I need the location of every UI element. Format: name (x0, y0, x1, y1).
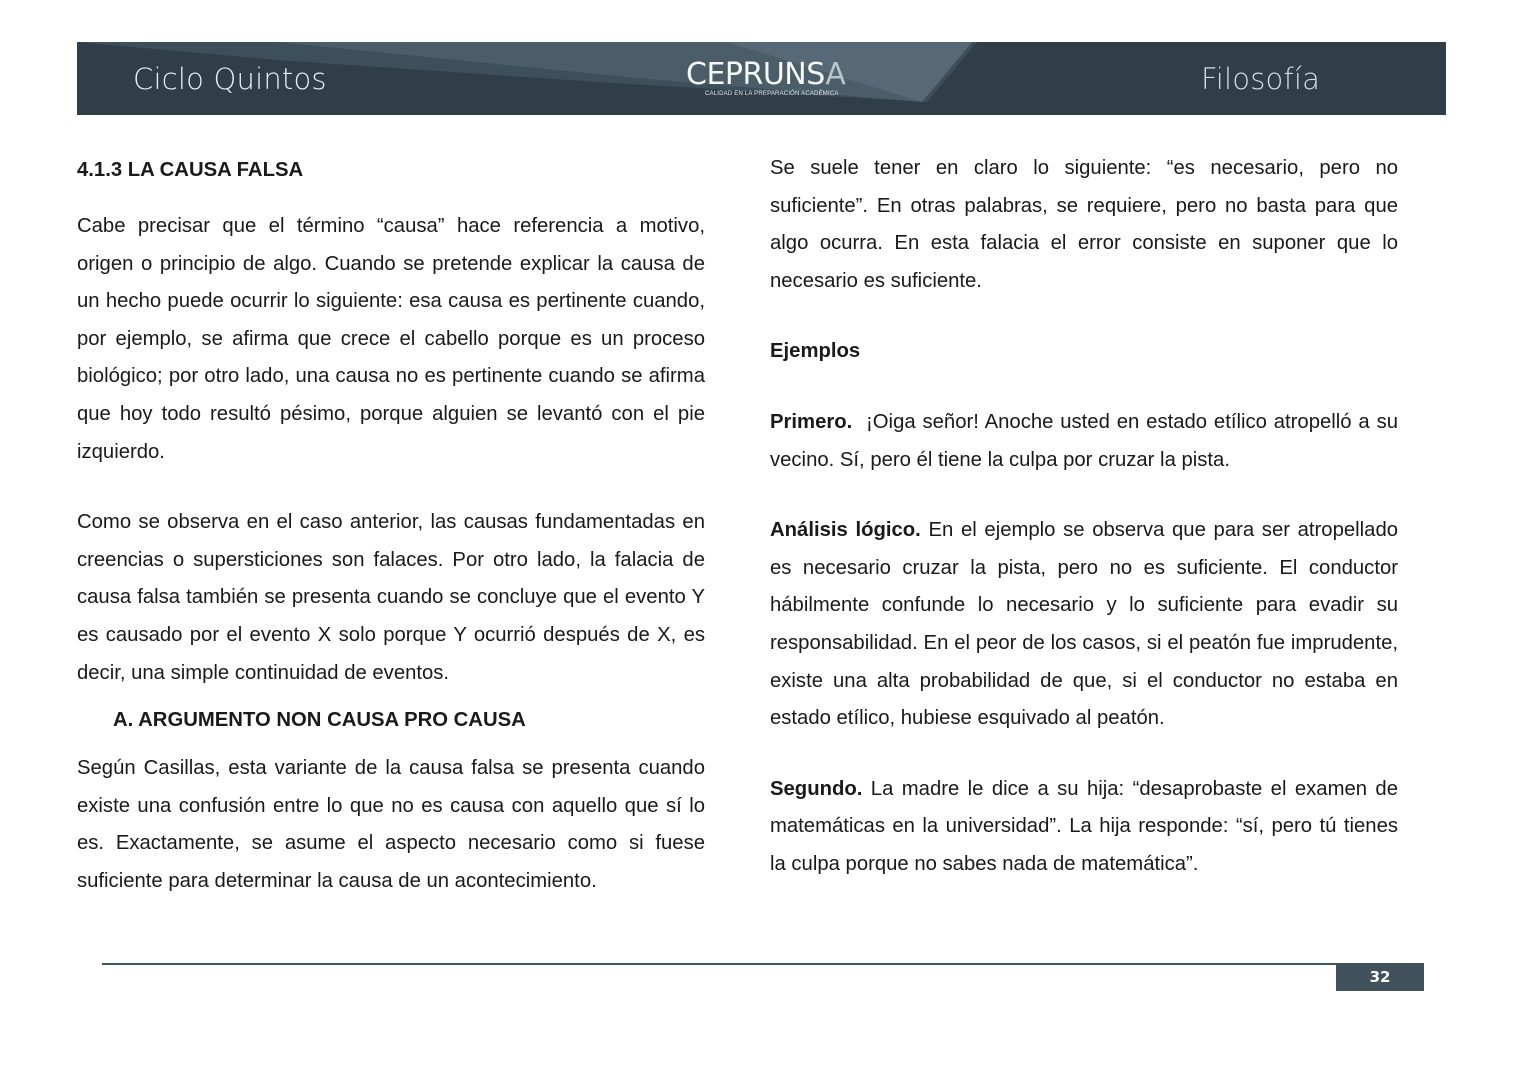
paragraph-necessary-vs-sufficient: Se suele tener en claro lo siguiente: “es necesario, pero no suficiente”. En otras palabras, se requiere, pero no basta para que algo ocurra. En esta falacia el error consiste en suponer que lo necesario es suficiente. (770, 157, 1398, 292)
page-number-badge: 32 (1336, 963, 1424, 991)
logo-wordmark-main: CEPRUNS (686, 57, 826, 92)
example-first-label: Primero. (770, 410, 853, 433)
header-course-title: Ciclo Quintos (133, 62, 327, 96)
example-second-text: La madre le dice a su hija: “desaprobaste el examen de matemáticas en la universidad”. La hija responde: “sí, pero tú tienes la culpa porque no sabes nada de matemática”. (770, 777, 1398, 875)
left-column (77, 150, 705, 901)
page-header-banner (77, 42, 1446, 115)
logical-analysis-text: En el ejemplo se observa que para ser atropellado es necesario cruzar la pista, pero no es suficiente. El conductor hábilmente confunde lo necesario y lo suficiente para evadir su responsabilidad. En el peor de los casos, si el peatón fue imprudente, existe una alta probabilidad de que, si el conductor no estaba en estado etílico, hubiese esquivado al peatón. (770, 519, 1398, 730)
header-subject-title: Filosofía (1201, 62, 1321, 96)
paragraph-non-causa-pro-causa: Según Casillas, esta variante de la causa falsa se presenta cuando existe una confusión entre lo que no es causa con aquello que sí lo es. Exactamente, se asume el aspecto necesario como si fuese suficiente para determinar la causa de un acontecimiento. (77, 757, 705, 892)
paragraph-cause-definition: Cabe precisar que el término “causa” hace referencia a motivo, origen o principio de algo. Cuando se pretende explicar la causa de un hecho puede ocurrir lo siguiente: esa causa es pertinente cuando, por ejemplo, se afirma que crece el cabello porque es un proceso biológico; por otro lado, una causa no es pertinente cuando se afirma que hoy todo resultó pésimo, porque alguien se levantó con el pie izquierdo. (77, 215, 705, 463)
logo-wordmark (686, 57, 846, 92)
example-second (770, 771, 1398, 884)
logical-analysis (770, 512, 1398, 738)
logo-wordmark-accent: A (825, 57, 846, 92)
paragraph-false-cause-explanation: Como se observa en el caso anterior, las causas fundamentadas en creencias o supersticiones son falaces. Por otro lado, la falacia de causa falsa también se presenta cuando se concluye que el evento Y es causado por el evento X solo porque Y ocurrió después de X, es decir, una simple continuidad de eventos. (77, 511, 705, 684)
examples-heading: Ejemplos (770, 340, 861, 363)
spacer (77, 191, 705, 208)
logical-analysis-label: Análisis lógico. (770, 519, 921, 542)
section-heading: 4.1.3 LA CAUSA FALSA (77, 159, 304, 181)
example-first (770, 404, 1404, 479)
ceprunsa-logo (686, 57, 846, 97)
footer-rule (102, 963, 1424, 965)
spacer (770, 738, 1398, 771)
spacer (77, 471, 705, 504)
example-second-label: Segundo. (770, 777, 863, 800)
subsection-heading: A. ARGUMENTO NON CAUSA PRO CAUSA (113, 709, 526, 732)
spacer (770, 371, 1398, 404)
spacer (770, 300, 1398, 333)
logo-tagline: CALIDAD EN LA PREPARACIÓN ACADÉMICA (705, 91, 839, 97)
right-column (770, 150, 1404, 884)
example-first-text: ¡Oiga señor! Anoche usted en estado etílico atropelló a su vecino. Sí, pero él tiene la culpa por cruzar la pista. (770, 410, 1404, 471)
spacer (770, 479, 1398, 512)
